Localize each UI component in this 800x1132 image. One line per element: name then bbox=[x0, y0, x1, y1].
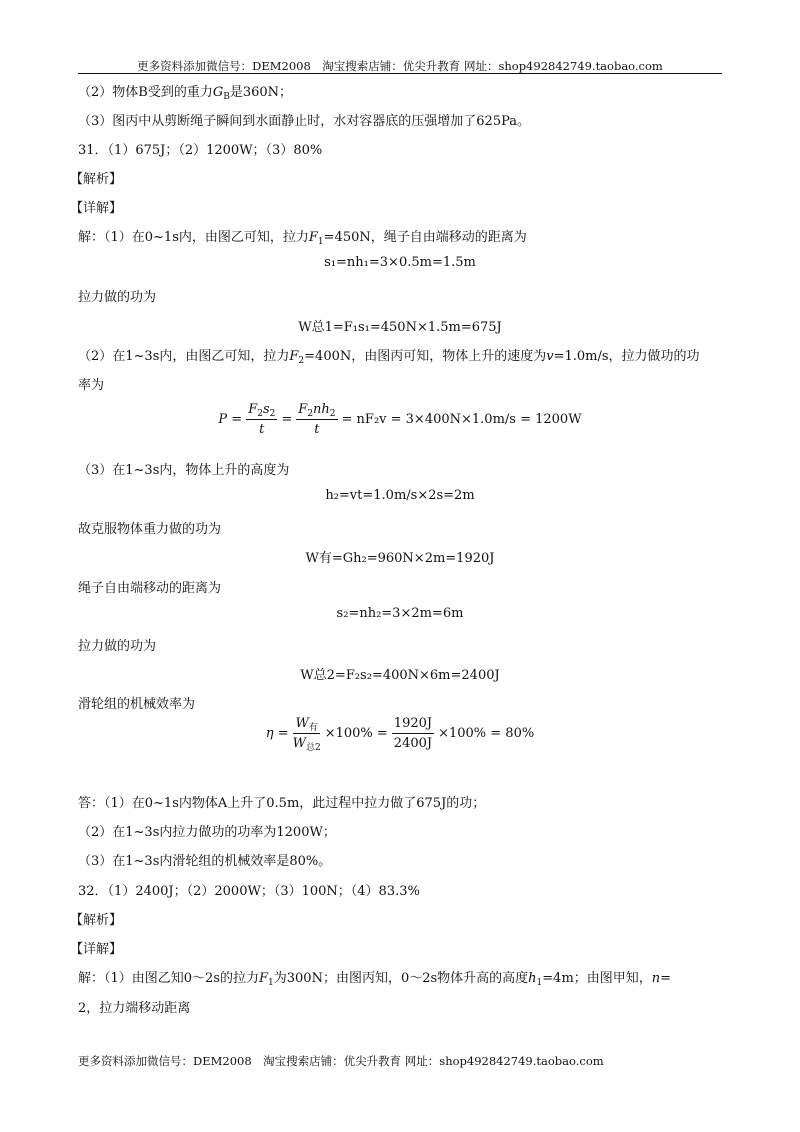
answer-line-3: （3）在1~3s内滑轮组的机械效率是80%。 bbox=[78, 854, 332, 869]
question-32-answers: 32．（1）2400J；（2）2000W；（3）100N；（4）83.3% bbox=[78, 884, 420, 899]
equation-power: P = $\frac{F_2s_2}{t}$ = $\frac{F_2nh_2}{t}$ = nF₂v = 3×400N×1.0m/s = 1200W bbox=[218, 402, 582, 437]
label-rope-distance: 绳子自由端移动的距离为 bbox=[78, 581, 222, 596]
fraction-w-ratio: $\frac{W_有}{W_{总2}}$ bbox=[292, 716, 321, 753]
analysis-heading-31: 【解析】 bbox=[70, 172, 123, 187]
detail-heading-32: 【详解】 bbox=[70, 942, 123, 957]
equation-h2: h₂=vt=1.0m/s×2s=2m bbox=[325, 488, 475, 503]
line-gravity-b: （2）物体B受到的重力$G_B$是360N； bbox=[78, 85, 293, 102]
equation-w2: W总2=F₂s₂=400N×6m=2400J bbox=[300, 668, 500, 683]
analysis-heading-32: 【解析】 bbox=[70, 913, 123, 928]
solution-step-1: 解：（1）在0~1s内，由图乙可知，拉力$F_1=450N$，绳子自由端移动的距离为 bbox=[78, 230, 527, 247]
label-work-1: 拉力做的功为 bbox=[78, 290, 157, 305]
page-footer: 更多资料添加微信号：DEM2008 淘宝搜索店铺：优尖升教育 网址：shop492842749.taobao.com bbox=[78, 1054, 604, 1068]
equation-s2: s₂=nh₂=3×2m=6m bbox=[336, 606, 464, 621]
equation-efficiency: η = $\frac{W_有}{W_{总2}}$ ×100% = $\frac{1920J}{2400J}$ ×100% = 80% bbox=[265, 716, 535, 753]
solution-32-step-1: 解：（1）由图乙知0～2s的拉力$F_1$为300N；由图丙知，0～2s物体升高的高度$h_1=4m$；由图甲知，n= bbox=[78, 971, 672, 988]
label-work-2: 拉力做的功为 bbox=[78, 639, 157, 654]
solution-step-3: （3）在1~3s内，物体上升的高度为 bbox=[78, 463, 290, 478]
label-efficiency: 滑轮组的机械效率为 bbox=[78, 697, 196, 712]
equation-s1: s₁=nh₁=3×0.5m=1.5m bbox=[324, 255, 476, 270]
answer-line-1: 答：（1）在0~1s内物体A上升了0.5m，此过程中拉力做了675J的功； bbox=[78, 796, 486, 811]
solution-step-2: （2）在1~3s内，由图乙可知，拉力$F_2=400N$，由图丙可知，物体上升的速度为v=1.0m/s，拉力做功的功 bbox=[78, 349, 700, 366]
fraction-1920-2400: $\frac{1920J}{2400J}$ bbox=[393, 716, 433, 751]
solution-32-step-1-cont: 2，拉力端移动距离 bbox=[78, 1001, 191, 1016]
fraction-f2nh2-t: $\frac{F_2nh_2}{t}$ bbox=[298, 402, 336, 437]
question-31-answers: 31．（1）675J；（2）1200W；（3）80% bbox=[78, 143, 323, 158]
page-header: 更多资料添加微信号：DEM2008 淘宝搜索店铺：优尖升教育 网址：shop492842749.taobao.com bbox=[137, 59, 663, 73]
fraction-f2s2-t: $\frac{F_2s_2}{t}$ bbox=[248, 402, 276, 437]
detail-heading-31: 【详解】 bbox=[70, 201, 123, 216]
solution-step-2-cont: 率为 bbox=[78, 378, 105, 393]
equation-w1: W总1=F₁s₁=450N×1.5m=675J bbox=[298, 320, 502, 335]
answer-line-2: （2）在1~3s内拉力做功的功率为1200W； bbox=[78, 825, 336, 840]
equation-w-useful: W有=Gh₂=960N×2m=1920J bbox=[305, 551, 495, 566]
line-pressure: （3）图丙中从剪断绳子瞬间到水面静止时，水对容器底的压强增加了625Pa。 bbox=[78, 114, 530, 129]
label-useful-work: 故克服物体重力做的功为 bbox=[78, 522, 222, 537]
header-rule bbox=[78, 73, 722, 74]
